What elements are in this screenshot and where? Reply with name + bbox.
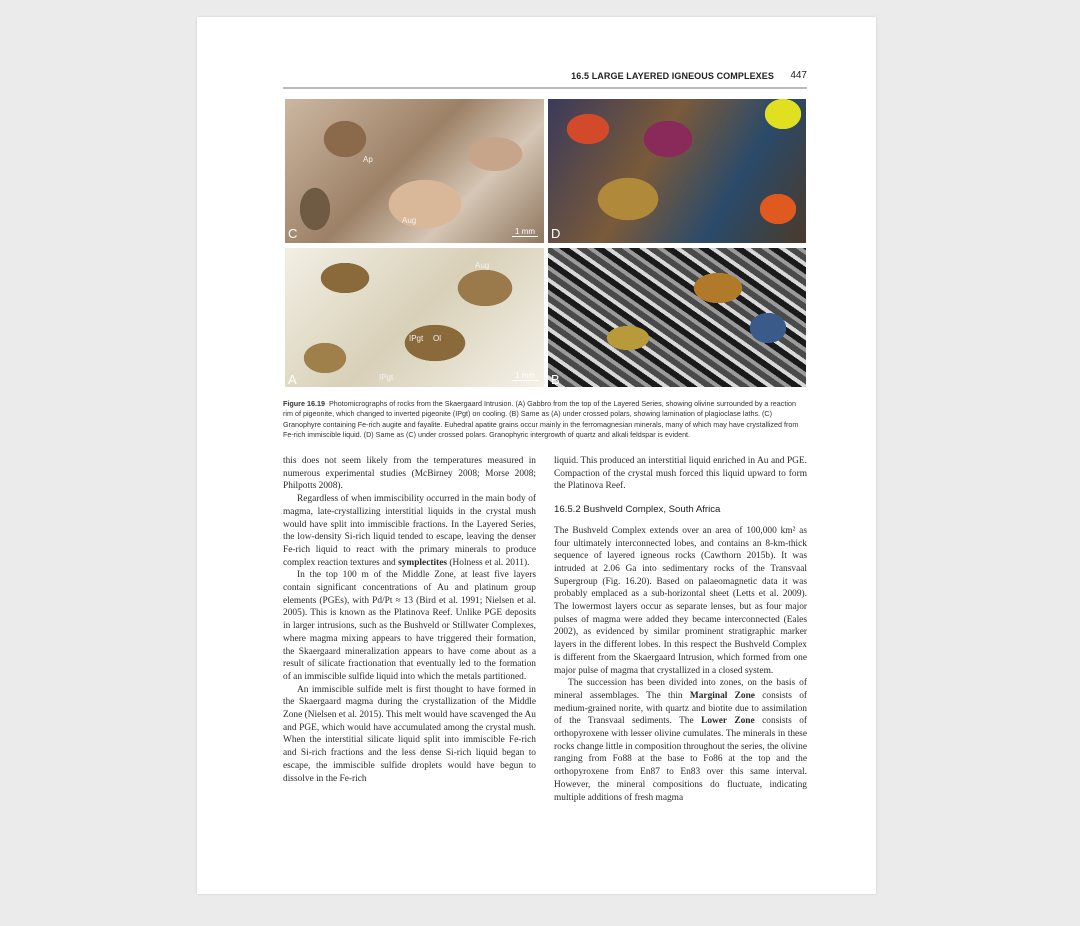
panel-label: B bbox=[551, 372, 560, 387]
panel-tag: Aug bbox=[402, 216, 417, 225]
section-title: 16.5 LARGE LAYERED IGNEOUS COMPLEXES bbox=[571, 71, 774, 81]
subsection-heading: 16.5.2 Bushveld Complex, South Africa bbox=[554, 504, 721, 516]
right-column bbox=[554, 455, 807, 804]
book-page bbox=[197, 17, 876, 894]
left-column bbox=[283, 455, 536, 785]
panel-tag: Ap bbox=[363, 155, 373, 164]
page-number: 447 bbox=[790, 70, 807, 81]
photomicrograph-c bbox=[285, 99, 544, 243]
key-term: Lower Zone bbox=[701, 716, 755, 727]
paragraph: The Bushveld Complex extends over an area of 100,000 km² as four ultimately interconnected lobes, and contains an 8-km-thick sequence of layered igneous rocks (Cawthorn 2015b). It was intruded at 2.06 Ga into sedimentary rocks of the Transvaal Supergroup (Fig. 16.20). Based on palaeomagnetic data it was probably emplaced as a sub-horizontal sheet (Letts et al. 2009). The lowermost layers occur as separate lenses, but as four major pulses of magma were added they became interconnected (Eales 2002), as evidenced by similar prominent stratigraphic marker layers in the different lobes. In this respect the Bushveld Complex is different from the Skaergaard Intrusion, which formed from one major pulse of magma that crystallized in a closed system. bbox=[554, 525, 807, 676]
paragraph: An immiscible sulfide melt is first thought to have formed in the Skaergaard magma during the crystallization of the Middle Zone (Nielsen et al. 2015). This melt would have scavenged the Au and PGE, which would have accumulated among the crystal mush. When the interstitial silicate liquid split into immiscible Fe-rich and Si-rich fractions and the less dense Si-rich liquid began to escape, the immiscible sulfide droplets would have begun to dissolve in the Fe-rich bbox=[283, 684, 536, 784]
panel-label: D bbox=[551, 226, 561, 241]
caption-text: Photomicrographs of rocks from the Skaergaard Intrusion. (A) Gabbro from the top of the Layered Series, showing olivine surrounded by a reaction rim of pigeonite, which changed to inverted pigeonite (IPgt) on cooling. (B) Same as (A) under crossed polars, showing lamination of plagioclase laths. (C) Granophyre containing Fe-rich augite and fayalite. Euhedral apatite grains occur mainly in the ferromagnesian minerals, many of which may have crystallized from Fe-rich immiscible liquid. (D) Same as (C) under crossed polars. Granophyric intergrowth of quartz and alkali feldspar is evident. bbox=[283, 399, 799, 439]
scale-bar: 1 mm bbox=[512, 371, 538, 381]
paragraph: In the top 100 m of the Middle Zone, at least five layers contain significant concentrations of Au and platinum group elements (PGEs), with Pd/Pt ≈ 13 (Bird et al. 1991; Nielsen et al. 2005). This is known as the Platinova Reef. Unlike PGE deposits in larger intrusions, such as the Bushveld or Stillwater Complexes, where magma mixing appears to have triggered their formation, the Skaergaard mineralization appears to have come about as a result of silicate fractionation that eventually led to the formation of an immiscible sulfide liquid into which the metals partitioned. bbox=[283, 570, 536, 682]
panel-label: C bbox=[288, 226, 298, 241]
panel-tag: Ol bbox=[433, 334, 441, 343]
photomicrograph-a bbox=[285, 248, 544, 387]
figure-number: Figure 16.19 bbox=[283, 399, 325, 408]
photomicrograph-d bbox=[548, 99, 806, 243]
paragraph: The succession has been divided into zones, on the basis of mineral assemblages. The thin Marginal Zone consists of medium-grained norite, with quartz and biotite due to assimilation of the Transvaal sediments. The Lower Zone consists of orthopyroxene with lesser olivine cumulates. The minerals in these rocks change little in composition throughout the series, the olivine ranging from Fo88 at the base to Fo86 at the top and the orthopyroxene from En87 to En83 over this same interval. However, the mineral compositions do fluctuate, indicating multiple additions of fresh magma bbox=[554, 678, 808, 803]
paragraph: this does not seem likely from the temperatures measured in numerous experimental studies (McBirney 2008; Morse 2008; Philpotts 2008). bbox=[283, 456, 536, 492]
paragraph: Regardless of when immiscibility occurred in the main body of magma, late-crystallizing interstitial liquids in the crystal mush would have split into immiscible fractions. In the Layered Series, the low-density Si-rich liquid tended to escape, leaving the denser Fe-rich liquid to react with the primary minerals to produce complex reaction textures and symplectites (Holness et al. 2011). bbox=[283, 494, 536, 568]
panel-tag: Aug bbox=[475, 261, 490, 270]
key-term: Marginal Zone bbox=[689, 690, 755, 701]
panel-tag: IPgt bbox=[379, 373, 394, 382]
panel-tag: IPgt bbox=[409, 334, 424, 343]
panel-label: A bbox=[288, 372, 297, 387]
photomicrograph-b bbox=[548, 248, 806, 387]
running-header bbox=[283, 69, 807, 89]
paragraph: liquid. This produced an interstitial liquid enriched in Au and PGE. Compaction of the crystal mush forced this liquid upward to form the Platinova Reef. bbox=[554, 456, 807, 492]
key-term: symplectites bbox=[398, 557, 448, 568]
scale-bar: 1 mm bbox=[512, 227, 538, 237]
figure-caption bbox=[283, 399, 807, 440]
